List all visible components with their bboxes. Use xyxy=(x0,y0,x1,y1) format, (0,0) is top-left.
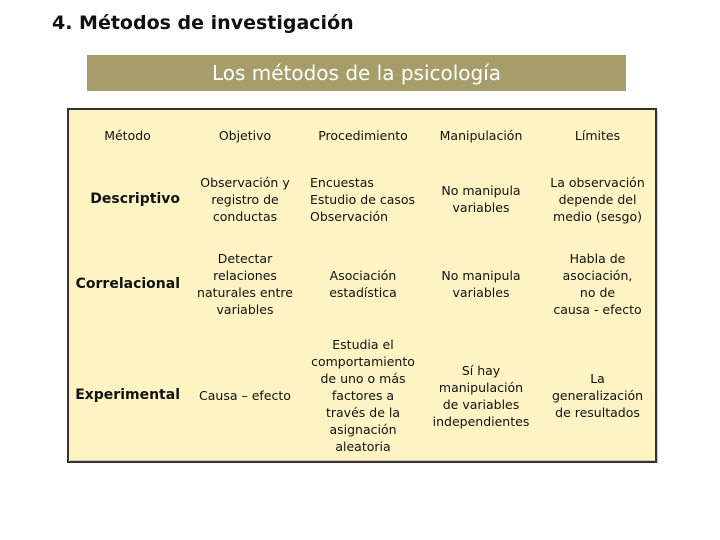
column-header-objective: Objetivo xyxy=(218,127,272,143)
table-row xyxy=(68,160,656,238)
row-objective: Detectar relaciones naturales entre variables xyxy=(197,251,293,317)
row-method: Experimental xyxy=(75,387,180,403)
methods-table xyxy=(67,108,657,463)
row-limits: La generalización de resultados xyxy=(551,371,644,420)
column-header-limits: Límites xyxy=(574,127,621,143)
banner-title: Los métodos de la psicología xyxy=(87,55,626,91)
table-row xyxy=(68,330,656,462)
row-limits: La observación depende del medio (sesgo) xyxy=(550,174,645,224)
methods-table-container xyxy=(67,108,655,460)
row-objective: Causa – efecto xyxy=(199,388,291,403)
column-header-method: Método xyxy=(104,127,151,143)
row-manipulation: No manipula variables xyxy=(441,268,521,300)
column-header-manipulation: Manipulación xyxy=(439,127,523,143)
row-method: Correlacional xyxy=(75,275,180,292)
row-objective: Observación y registro de conductas xyxy=(200,174,290,224)
row-procedure: Encuestas Estudio de casos Observación xyxy=(310,174,416,224)
page-title: 4. Métodos de investigación xyxy=(52,12,354,34)
row-limits: Habla de asociación, no de causa - efecto xyxy=(553,251,642,317)
column-header-procedure: Procedimiento xyxy=(318,127,408,143)
table-row xyxy=(68,238,656,330)
row-procedure: Asociación estadística xyxy=(329,268,397,300)
row-method: Descriptivo xyxy=(90,190,180,207)
table-header-row xyxy=(68,109,656,160)
row-procedure: Estudia el comportamiento de uno o más factores a través de la asignación aleatoria xyxy=(311,337,415,454)
row-manipulation: No manipula variables xyxy=(441,183,521,215)
row-manipulation: Sí hay manipulación de variables independientes xyxy=(432,362,530,429)
